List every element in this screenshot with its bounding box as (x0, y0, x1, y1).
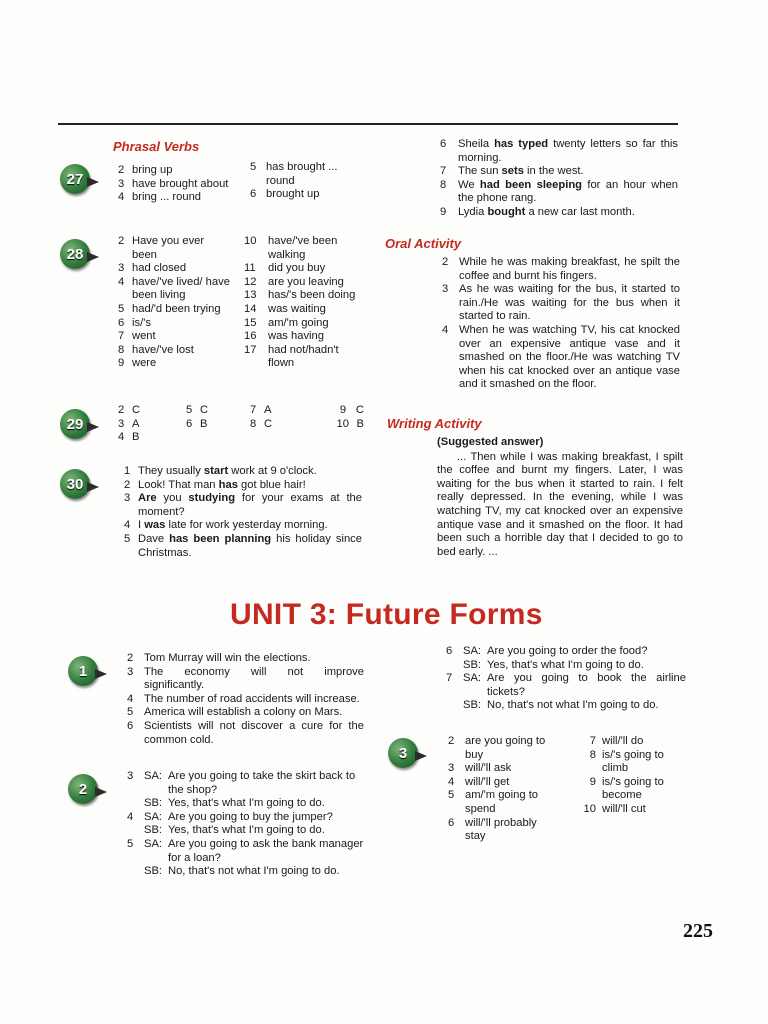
dialogue-item: 6 SA: Are you going to order the food? SB: Yes, that's what I'm going to do. (446, 645, 648, 671)
unit-ex3-left-list (448, 735, 560, 844)
unit-ex2-right-list (446, 645, 686, 713)
list-item: 7 The sun sets in the west. (440, 165, 584, 178)
list-item: 5 has brought ... round (250, 161, 338, 187)
list-item: 4 bring ... round (118, 191, 202, 204)
ex29-grid (118, 404, 368, 445)
grid-cell: 2 C (118, 404, 141, 416)
grid-cell: 5 C (186, 404, 209, 416)
list-item: 5 had/'d been trying (118, 302, 221, 315)
unit-ex3-right-list (572, 735, 682, 817)
list-item: 5 America will establish a colony on Mars. (127, 706, 343, 719)
grid-cell: 4 B (118, 431, 140, 444)
list-item: 14 was waiting (244, 302, 326, 315)
list-item: 4 I was late for work yesterday morning. (124, 519, 328, 532)
list-item: 5 am/'m going to spend (448, 789, 539, 815)
ex30-right-list (440, 138, 678, 220)
list-item: 2 While he was making breakfast, he spilt the coffee and burnt his fingers. (442, 256, 680, 282)
grid-cell: 8 C (250, 417, 273, 430)
list-item: 3 have brought about (118, 177, 229, 190)
list-item: 2 bring up (118, 164, 173, 176)
list-item: 7 went (118, 330, 156, 343)
dialogue-item: 3 SA: Are you going to take the skirt back to the shop? SB: Yes, that's what I'm going to do. (127, 770, 356, 810)
unit-ex2-list (127, 770, 367, 879)
list-item: 12 are you leaving (244, 275, 344, 288)
list-item: 7 will/'ll do (589, 735, 644, 747)
ex28-left-list (118, 235, 230, 371)
list-item: 10 have/'ve been walking (244, 235, 338, 261)
list-item: 5 Dave has been planning his holiday since Christmas. (124, 532, 362, 559)
dialogue-item: 5 SA: Are you going to ask the bank manager for a loan? SB: No, that's not what I'm going to do. (127, 837, 364, 878)
grid-cell: 9 C (339, 404, 364, 416)
list-item: 4 have/'ve lived/ have been living (118, 275, 230, 302)
list-item: 4 The number of road accidents will increase. (127, 692, 360, 705)
list-item: 3 The economy will not improve significantly. (127, 665, 364, 692)
suggested-answer-label: (Suggested answer) (437, 436, 544, 448)
exercise-28-badge: 28 (60, 239, 90, 269)
dialogue-item: 4 SA: Are you going to buy the jumper? SB: Yes, that's what I'm going to do. (127, 810, 333, 837)
grid-row (118, 431, 368, 445)
oral-activity-list (442, 256, 680, 392)
list-item: 9 Lydia bought a new car last month. (440, 205, 635, 218)
list-item: 3 had closed (118, 262, 187, 275)
ex27-left-list (118, 164, 230, 205)
list-item: 2 Look! That man has got blue hair! (124, 478, 306, 491)
list-item: 6 Sheila has typed twenty letters so far this morning. (440, 138, 678, 164)
list-item: 11 did you buy (244, 262, 326, 275)
unit-exercise-2-badge: 2 (68, 774, 98, 804)
oral-activity-heading: Oral Activity (385, 236, 462, 251)
list-item: 1 They usually start work at 9 o'clock. (124, 465, 317, 477)
list-item: 2 are you going to buy (448, 735, 546, 761)
list-item: 2 Have you ever been (118, 235, 205, 261)
list-item: 16 was having (244, 330, 324, 343)
unit-exercise-3-badge: 3 (388, 738, 418, 768)
dialogue-item: 7 SA: Are you going to book the airline tickets? SB: No, that's not what I'm going to do. (446, 672, 686, 712)
phrasal-verbs-heading: Phrasal Verbs (113, 139, 200, 154)
grid-cell: 10 B (336, 417, 364, 430)
list-item: 9 were (118, 357, 157, 370)
unit-title: UNIT 3: Future Forms (230, 598, 543, 631)
grid-row (118, 418, 368, 432)
writing-activity (437, 436, 683, 559)
list-item: 2 Tom Murray will win the elections. (127, 652, 311, 664)
list-item: 6 brought up (250, 188, 320, 201)
list-item: 4 When he was watching TV, his cat knocked over an expensive antique vase and it smashed on the floor./He was watching TV when his cat knocked over an antique vase and it smashed on the floor. (442, 323, 680, 391)
list-item: 6 will/'ll probably stay (448, 816, 537, 843)
exercise-30-badge: 30 (60, 469, 90, 499)
grid-cell: 7 A (250, 404, 272, 416)
list-item: 9 is/'s going to become (589, 775, 664, 802)
suggested-answer-text: ... Then while I was making breakfast, I spilt the coffee and burnt my fingers. Later, I was waiting for the bus when it started to rain. I felt really depressed. In the evening, while I was watching TV, my cat knocked over an expensive antique vase and it smashed on the floor. It had been such a horrible day that I decided to go to bed early. ... (437, 450, 683, 558)
list-item: 15 am/'m going (244, 316, 329, 329)
unit-ex1-list (127, 652, 364, 747)
list-item: 8 have/'ve lost (118, 343, 194, 356)
ex28-right-list (244, 235, 360, 371)
page-number: 225 (683, 920, 713, 942)
ex30-list (124, 465, 362, 560)
list-item: 6 is/'s (118, 316, 151, 329)
exercise-27-badge: 27 (60, 164, 90, 194)
grid-cell: 6 B (186, 417, 208, 430)
list-item: 4 will/'ll get (448, 775, 510, 788)
unit-exercise-1-badge: 1 (68, 656, 98, 686)
list-item: 3 will/'ll ask (448, 762, 512, 775)
exercise-29-badge: 29 (60, 409, 90, 439)
list-item: 3 As he was waiting for the bus, it started to rain./He was waiting for the bus when it started to rain. (442, 283, 680, 323)
list-item: 8 We had been sleeping for an hour when the phone rang. (440, 178, 678, 205)
ex27-right-list (250, 161, 360, 202)
list-item: 3 Are you studying for your exams at the moment? (124, 492, 362, 518)
list-item: 6 Scientists will not discover a cure for the common cold. (127, 719, 364, 746)
grid-row (118, 404, 368, 418)
list-item: 8 is/'s going to climb (589, 748, 664, 775)
list-item: 10 will/'ll cut (583, 802, 646, 815)
list-item: 13 has/'s been doing (244, 289, 356, 302)
grid-cell: 3 A (118, 417, 140, 430)
writing-activity-heading: Writing Activity (387, 416, 482, 431)
list-item: 17 had not/hadn't flown (244, 343, 339, 370)
top-rule (58, 123, 678, 125)
